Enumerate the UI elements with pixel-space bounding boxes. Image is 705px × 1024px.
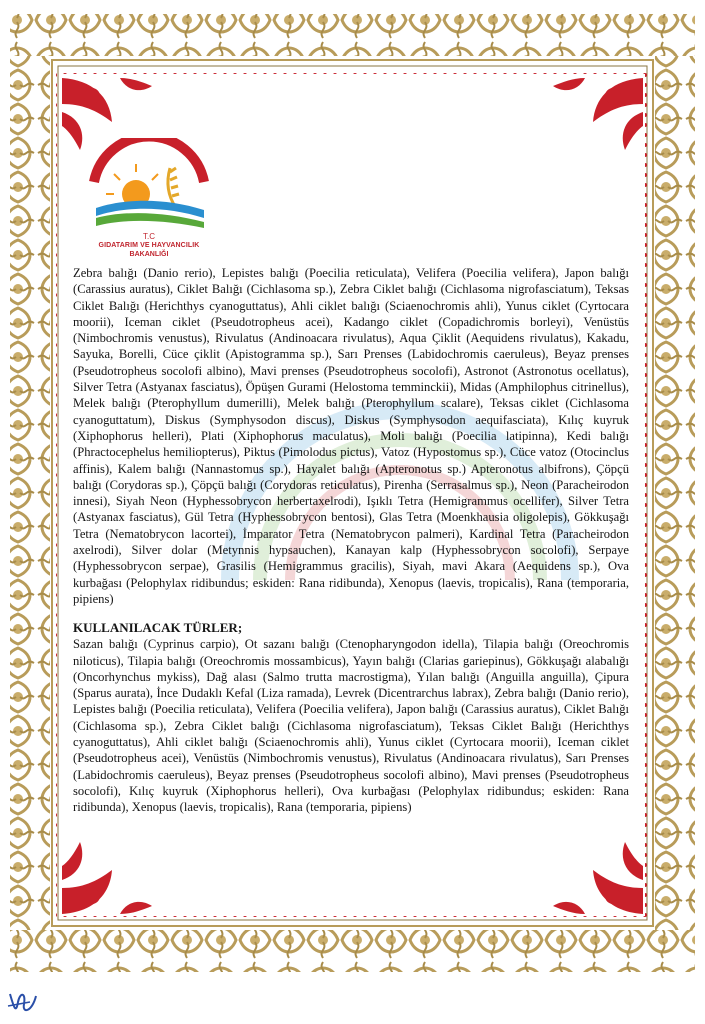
corner-ornament-top-right — [553, 78, 643, 150]
corner-ornament-bottom-right — [553, 842, 643, 914]
corner-ornament-bottom-left — [62, 842, 152, 914]
logo-ministry-suffix: BAKANLIĞI — [129, 251, 169, 258]
species-paragraph: Zebra balığı (Danio rerio), Lepistes balığı (Poecilia reticulata), Velifera (Poecilia velifera), Japon balığı (Carassius auratus), Ciklet Balığı (Cichlasoma sp.), Zebra Ciklet balığı (Cichlasoma nigrofasciatum), Teksas Ciklet Balığı (Herichthys cyanoguttatus), Ahli ciklet balığı (Sciaenochromis ahli), Yunus ciklet (Cyrtocara moorii), Iceman ciklet (Pseudotropheus acei), Kadango ciklet (Copadichromis borleyi), Venüstüs (Nimbochromis venustus), Rivulatus (Andinoacara rivulatus), Aqua Çiklit (Aequidens rivulatus), Kakadu, Sayuka, Borelli, Cüce çiklit (Apistogramma sp.), Sarı Prenses (Labidochromis caeruleus), Beyaz prenses (Pseudotropheus socolofi albino), Mavi prenses (Pseudotropheus socolofi), Astronot (Astronotus ocellatus), Silver Tetra (Astyanax fasciatus), Öpüşen Gurami (Helostoma temminckii), Midas (Amphilophus citrinellus), Melek balığı (Pterophyllum dumerilli), Melek balığı (Pterophyllum scalare), Teksas ciklet (Cichlasoma cyanoguttatum), Diskus (Symphysodon discus), Diskus (Symphysodon aequifasciata), Kılıç kuyruk (Xiphophorus helleri), Plati (Xiphophorus maculatus), Moli balığı (Poecilia latipinna), Kedi balığı (Phractocephelus hemiliopterus), Piktus (Pimolodus pictus), Vatoz (Hypostomus sp.), Cüce vatoz (Otocinclus affinis), Kalem balığı (Nannastomus sp.), Hayalet balığı (Apteronotus sp.) Apteronotus albifrons), Çöpçü balığı (Corydoras sp.), Çöpçü balığı (Corydoras reticulatus), Pirenha (Serrasalmus sp.), Neon (Paracheirodon innesi), Siyah Neon (Hyphessobrycon herbertaxelrodi), Işıklı Tetra (Hemigrammus ocellifer), Silver Tetra (Astyanax fasciatus), Gül Tetra (Hyphessobrycon bentosi), Glas Tetra (Moenkhausia oligolepis), Gökkuşağı Tetra (Nematobrycon lacortei), İmparator Tetra (Nematobrycon palmeri), Kardinal Tetra (Paracheirodon axelrodi), Silver dolar (Metynnis hypsauchen), Kanayan kalp (Hyphessobrycon socolofi), Serpaye (Hyphessobrycon serpae), Grasilis (Hemigrammus gracilis), Siyah, mavi Akara (Aequidens sp.), Ova kurbağası (Pelophylax ridibundus; eskiden: Rana ridibunda), Xenopus (laevis, tropicalis), Rana (temporaria, pipiens) — [73, 266, 629, 606]
sun-wheat-emblem-icon — [86, 138, 212, 230]
handwritten-signature — [6, 988, 40, 1018]
logo-ministry-name: GIDATARIM VE HAYVANCILIK — [98, 242, 200, 249]
ministry-logo — [86, 138, 212, 259]
section-heading: KULLANILACAK TÜRLER; — [73, 620, 243, 636]
document-body — [73, 265, 629, 816]
used-species-paragraph: Sazan balığı (Cyprinus carpio), Ot sazanı balığı (Ctenopharyngodon idella), Tilapia balığı (Oreochromis niloticus), Tilapia balığı (Oreochromis mossambicus), Yayın balığı (Clarias gariepinus), Gökkuşağı alabalığı (Oncorhynchus mykiss), Dağ alası (Salmo trutta macrostigma), Yılan balığı (Anguilla anguilla), Çipura (Sparus aurata), İnce Dudaklı Kefal (Liza ramada), Levrek (Dicentrarchus labrax), Zebra balığı (Danio rerio), Lepistes balığı (Poecilia reticulata), Velifera (Poecilia velifera), Japon balığı (Carassius auratus), Ciklet Balığı (Cichlasoma sp.), Zebra Ciklet balığı (Cichlasoma nigrofasciatum), Teksas Ciklet Balığı (Herichthys cyanoguttatus), Ahli ciklet balığı (Sciaenochromis ahli), Yunus ciklet (Cyrtocara moorii), Iceman ciklet (Pseudotropheus acei), Venüstüs (Nimbochromis venustus), Rivulatus (Andinoacara rivulatus), Sarı Prenses (Labidochromis caeruleus), Beyaz prenses (Pseudotropheus socolofi albino), Mavi prenses (Pseudotropheus socolofi), Kılıç kuyruk (Xiphophorus helleri), Ova kurbağası (Pelophylax ridibundus; eskiden: Rana ridibunda), Xenopus (laevis, tropicalis), Rana (temporaria, pipiens) — [73, 637, 629, 815]
logo-tc-text: T.C — [143, 232, 155, 241]
